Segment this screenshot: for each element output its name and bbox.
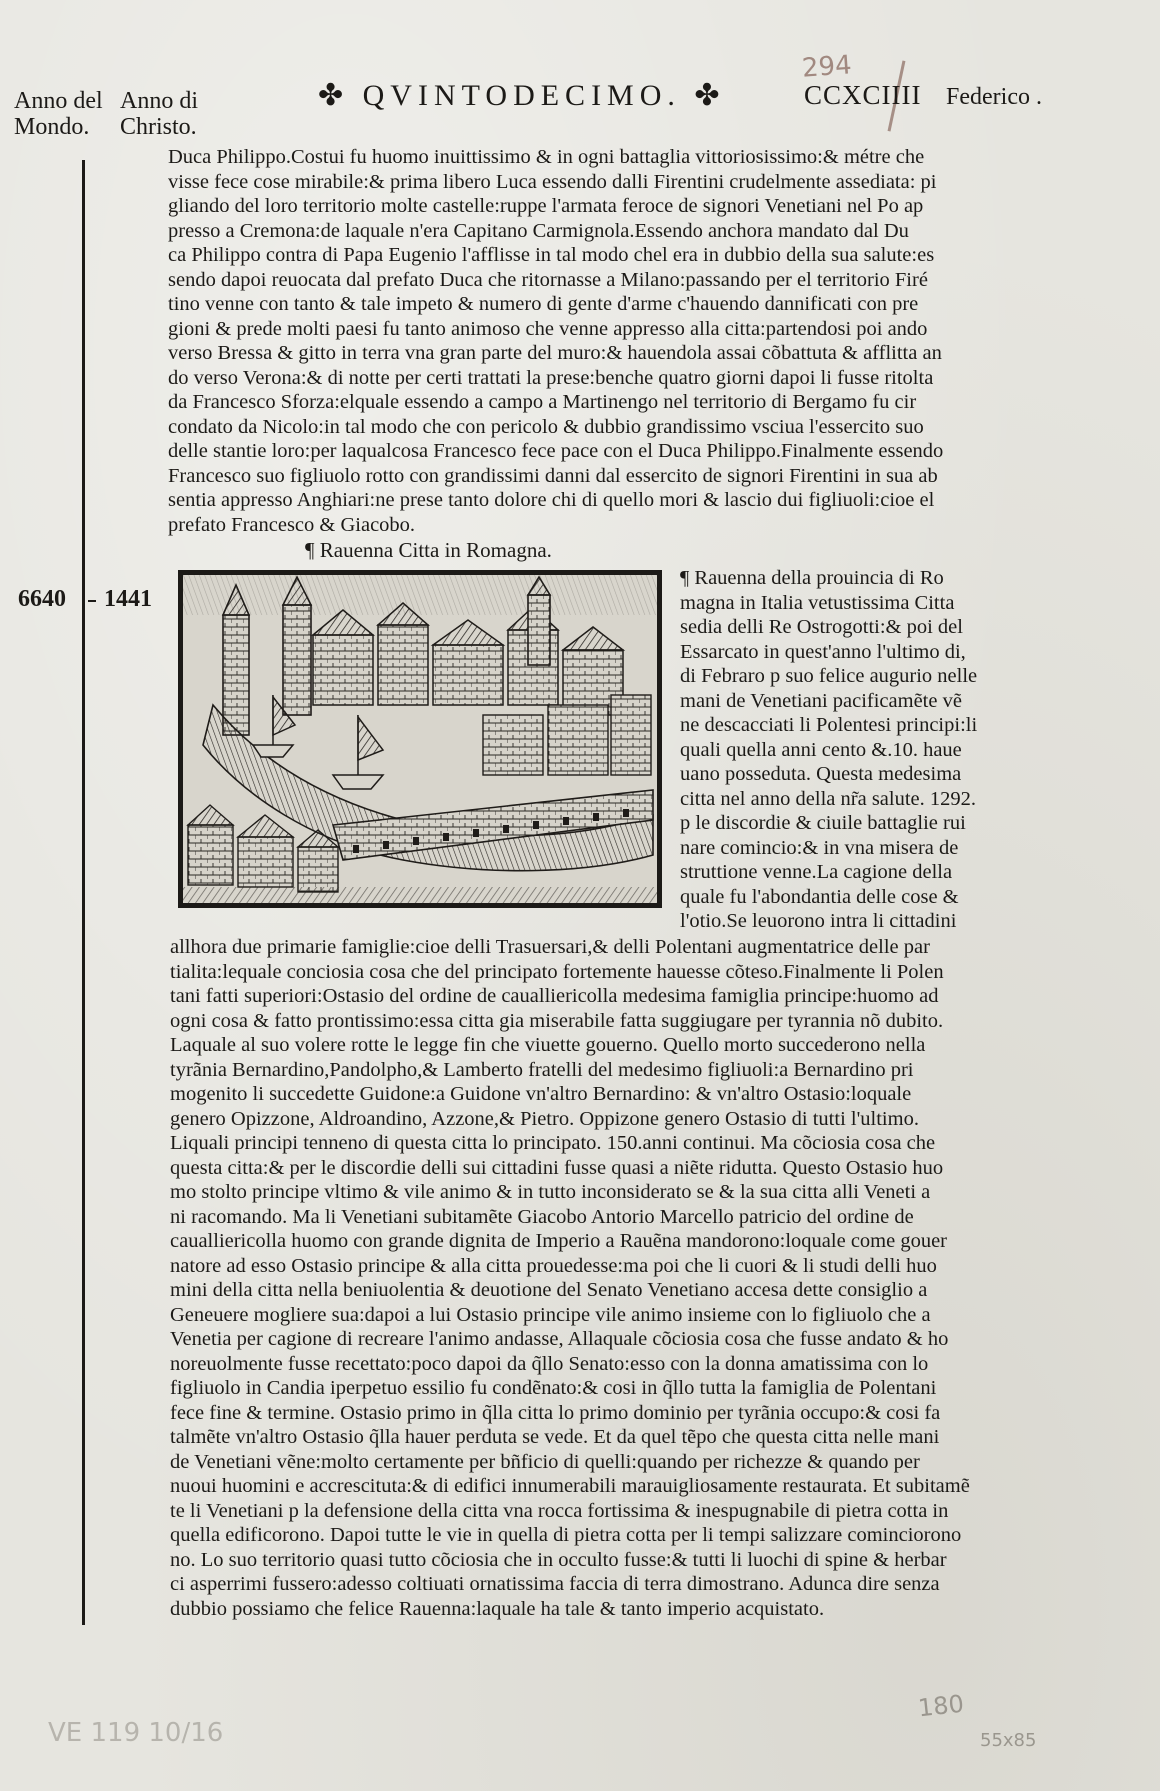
text-line: delle stantie loro:per laqualcosa Francesco fece pace con el Duca Philippo.Finalmente essendo [168, 440, 944, 462]
text-line: ca Philippo contra di Papa Eugenio l'afflisse in tal modo chel era in dubbio della sua salute:es [168, 244, 935, 266]
text-line: ci asperrimi fussero:adesso coltiuati ornatissima faccia di terra dimostrano. Adunca dire senza [170, 1573, 940, 1595]
header-anno-christo [120, 88, 220, 140]
text-line: talmẽte vn'altro Ostasio q̃lla hauer perduta se vede. Et da quel tẽpo che questa citta nelle mani [170, 1426, 940, 1448]
text-line: te li Venetiani p la defensione della citta vna rocca fortissima & inespugnabile di pietra cotta in [170, 1499, 949, 1522]
margin-rule [82, 160, 85, 1625]
text-line: tino venne con tanto & tale impeto & numero di gente d'arme c'hauendo dannificati con pre [168, 293, 919, 315]
folio-number: CCXCIIII [804, 80, 922, 110]
text-line: gliando del loro territorio molte castelle:ruppe l'armata feroce de signori Venetiani nel Po ap [168, 195, 924, 217]
text-line: presso a Cremona:de laquale n'era Capitano Carmignola.Essendo anchora mandato dal Du [168, 219, 909, 242]
text-line: da Francesco Sforza:elquale essendo a campo a Martinengo nel territorio di Bergamo fu cir [168, 391, 917, 413]
text-line: caualliericolla huomo con grande dignita de Imperio a Rauẽna mandorono:loquale come gouer [170, 1230, 948, 1252]
text-line: quali quella anni cento &.10. haue [680, 738, 962, 761]
text-line: natore ad esso Ostasio principe & alla citta prouedesse:ma poi che li cuori & li studi delli huo [170, 1254, 937, 1277]
text-line: noreuolmente fusse recettato:poco dapoi da q̃llo Senato:esso con la donna amatissima con lo [170, 1352, 929, 1375]
text-line: sedia delli Re Ostrogotti:& poi del [680, 616, 963, 638]
text-line: mogenito li succedette Guidone:a Guidone vn'altro Bernardino: & vn'altro Ostasio:loquale [170, 1083, 912, 1105]
text-line: Francesco suo figliuolo rotto con grandissimi danni dal essercito de signori Firentini in sua ab [168, 464, 938, 487]
text-line: prefato Francesco & Giacobo. [168, 513, 416, 536]
text-line: Geneuere mogliere sua:dapoi a lui Ostasio principe vile animo insieme con lo figliuolo che a [170, 1303, 931, 1326]
text-line: p le discordie & ciuile battaglie rui [680, 812, 966, 834]
text-line: quella edificorono. Dapoi tutte le vie in quella di pietra cotta per li tempi salizzare cominciorono [170, 1524, 962, 1546]
text-line: sendo dapoi reuocata dal prefato Duca che ritornasse a Milano:passando per el territorio Firé [168, 268, 928, 291]
text-line: nare comincio:& in vna misera de [680, 836, 959, 859]
text-line: gioni & prede molti paesi fu tanto animoso che venne appresso alla citta:partendosi poi ando [168, 317, 928, 340]
header-anno-mondo-line: Anno del [14, 88, 103, 114]
text-line: di Febraro p suo felice augurio nelle [680, 665, 978, 687]
text-line: de Venetiani vẽne:molto certamente per bñficio di quelli:quando per richezze & quando per [170, 1450, 920, 1473]
text-line: struttione venne.La cagione della [680, 861, 953, 883]
text-line: genero Opizzone, Aldroandino, Azzone,& Pietro. Oppizone genero Ostasio di tutti l'ultimo. [170, 1107, 919, 1130]
text-line: ne descacciati li Polentesi principi:li [680, 714, 978, 736]
text-line: ni racomando. Ma li Venetiani subitamẽte Giacobo Antorio Marcello patricio del ordine de [170, 1205, 914, 1228]
header-anno-mondo-line: Mondo. [14, 114, 90, 140]
text-line: Venetia per cagione di recreare l'animo andasse, Allaquale cõciosia cosa che fusse andato & ho [170, 1328, 949, 1350]
ravenna-woodcut-image [178, 570, 662, 908]
chapter-heading: Federico . [946, 84, 1042, 110]
pencil-note-inventory: VE 119 10/16 [48, 1718, 224, 1748]
text-line: tani fatti superiori:Ostasio del ordine de caualliericolla medesima famiglia principe:huomo ad [170, 985, 939, 1007]
text-line: do verso Verona:& di notte per certi trattati la prese:benche quatro giorni dapoi li fusse ritolta [168, 366, 934, 389]
pencil-note-number: 180 [916, 1689, 966, 1723]
year-of-christ: 1441 [104, 586, 152, 612]
text-line: uano posseduta. Questa medesima [680, 763, 962, 785]
text-line: Laquale al suo volere rotte le legge fin che viuette gouerno. Quello morto succederono nella [170, 1034, 926, 1056]
text-line: nuoui huomini e accrescituta:& di edifici innumerabili marauigliosamente restaurata. Et subitamẽ [170, 1475, 970, 1497]
text-line: dubbio possiamo che felice Rauenna:laquale ha tale & tanto imperio acquistato. [170, 1597, 825, 1620]
text-line: ogni cosa & fatto prontissimo:essa citta gia miserabile fatta suggiugare per tyrannia nõ dubito. [170, 1009, 944, 1032]
text-line: condato da Nicolo:in tal modo che con pericolo & dubbio grandissimo vsciua l'essercito suo [168, 415, 924, 438]
text-line: visse fece cose mirabile:& prima libero Luca essendo dalli Firentini crudelmente assediata: pi [168, 170, 937, 193]
header-anno-christo-line: Christo. [120, 114, 197, 140]
text-line: ¶ Rauenna della prouincia di Ro [680, 567, 944, 589]
text-line: tyrãnia Bernardino,Pandolpho,& Lamberto fratelli del medesimo figliuoli:a Bernardino pri [170, 1058, 914, 1081]
header-anno-christo-line: Anno di [120, 88, 198, 114]
pencil-folio-number: 294 [801, 50, 853, 84]
text-line: Essarcato in quest'anno l'ultimo di, [680, 640, 966, 663]
paragraph-duca-philippo [168, 145, 998, 537]
woodcut-caption: ¶ Rauenna Citta in Romagna. [305, 538, 552, 562]
text-line: magna in Italia vetustissima Citta [680, 591, 955, 614]
year-of-world: 6640 [18, 586, 66, 612]
running-title: ✤ QVINTODECIMO. ✤ [318, 79, 726, 112]
text-line: tialita:lequale conciosia cosa che del principato fortemente hauesse cõteso.Finalmente li Polen [170, 960, 944, 983]
year-tick [88, 600, 96, 602]
text-line: allhora due primarie famiglie:cioe delli Trasuersari,& delli Polentani augmentatrice delle par [170, 936, 930, 958]
text-line: quale fu l'abondantia delle cose & [680, 885, 959, 908]
text-line: no. Lo suo territorio quasi tutto cõciosia che in occulto fusse:& tutti li luochi di spine & herbar [170, 1548, 947, 1571]
header-anno-mondo [14, 88, 114, 140]
woodcut-illustration [183, 575, 657, 903]
paragraph-ravenna-history [170, 935, 1002, 1621]
text-line: mini della citta nella beniuolentia & deuotione del Senato Venetiano accesa dette consiglio a [170, 1279, 928, 1301]
text-line: mani de Venetiani pacificamẽte vẽ [680, 689, 962, 712]
text-line: mo stolto principe vltimo & vile animo & in tutto inconsiderato se & la sua citta alli Veneti a [170, 1181, 931, 1203]
text-line: fece fine & termine. Ostasio primo in q̃lla citta lo primo dominio per tyrãnia occupo:& cosi fa [170, 1401, 941, 1424]
pencil-note-size: 55x85 [980, 1730, 1037, 1751]
text-line: l'otio.Se leuorono intra li cittadini [680, 910, 957, 932]
paragraph-ravenna-intro [680, 566, 1002, 934]
text-line: citta nel anno della nr̃a salute. 1292. [680, 787, 977, 810]
text-line: questa citta:& per le discordie delli sui cittadini fusse quasi a niẽte ridutta. Questo Ostasio huo [170, 1156, 944, 1179]
text-line: figliuolo in Candia iperpetuo essilio fu condẽnato:& cosi in q̃llo tutta la famiglia de Polentani [170, 1377, 937, 1399]
text-line: sentia appresso Anghiari:ne prese tanto dolore chi di quello mori & lascio dui figliuoli:cioe el [168, 489, 935, 511]
text-line: Liquali principi tenneno di questa citta lo principato. 150.anni continui. Ma cõciosia cosa che [170, 1132, 936, 1154]
text-line: verso Bressa & gitto in terra vna gran parte del muro:& hauendola assai cõbattuta & afflitta an [168, 342, 942, 364]
text-line: Duca Philippo.Costui fu huomo inuittissimo & in ogni battaglia vittoriosissimo:& métre che [168, 146, 925, 168]
